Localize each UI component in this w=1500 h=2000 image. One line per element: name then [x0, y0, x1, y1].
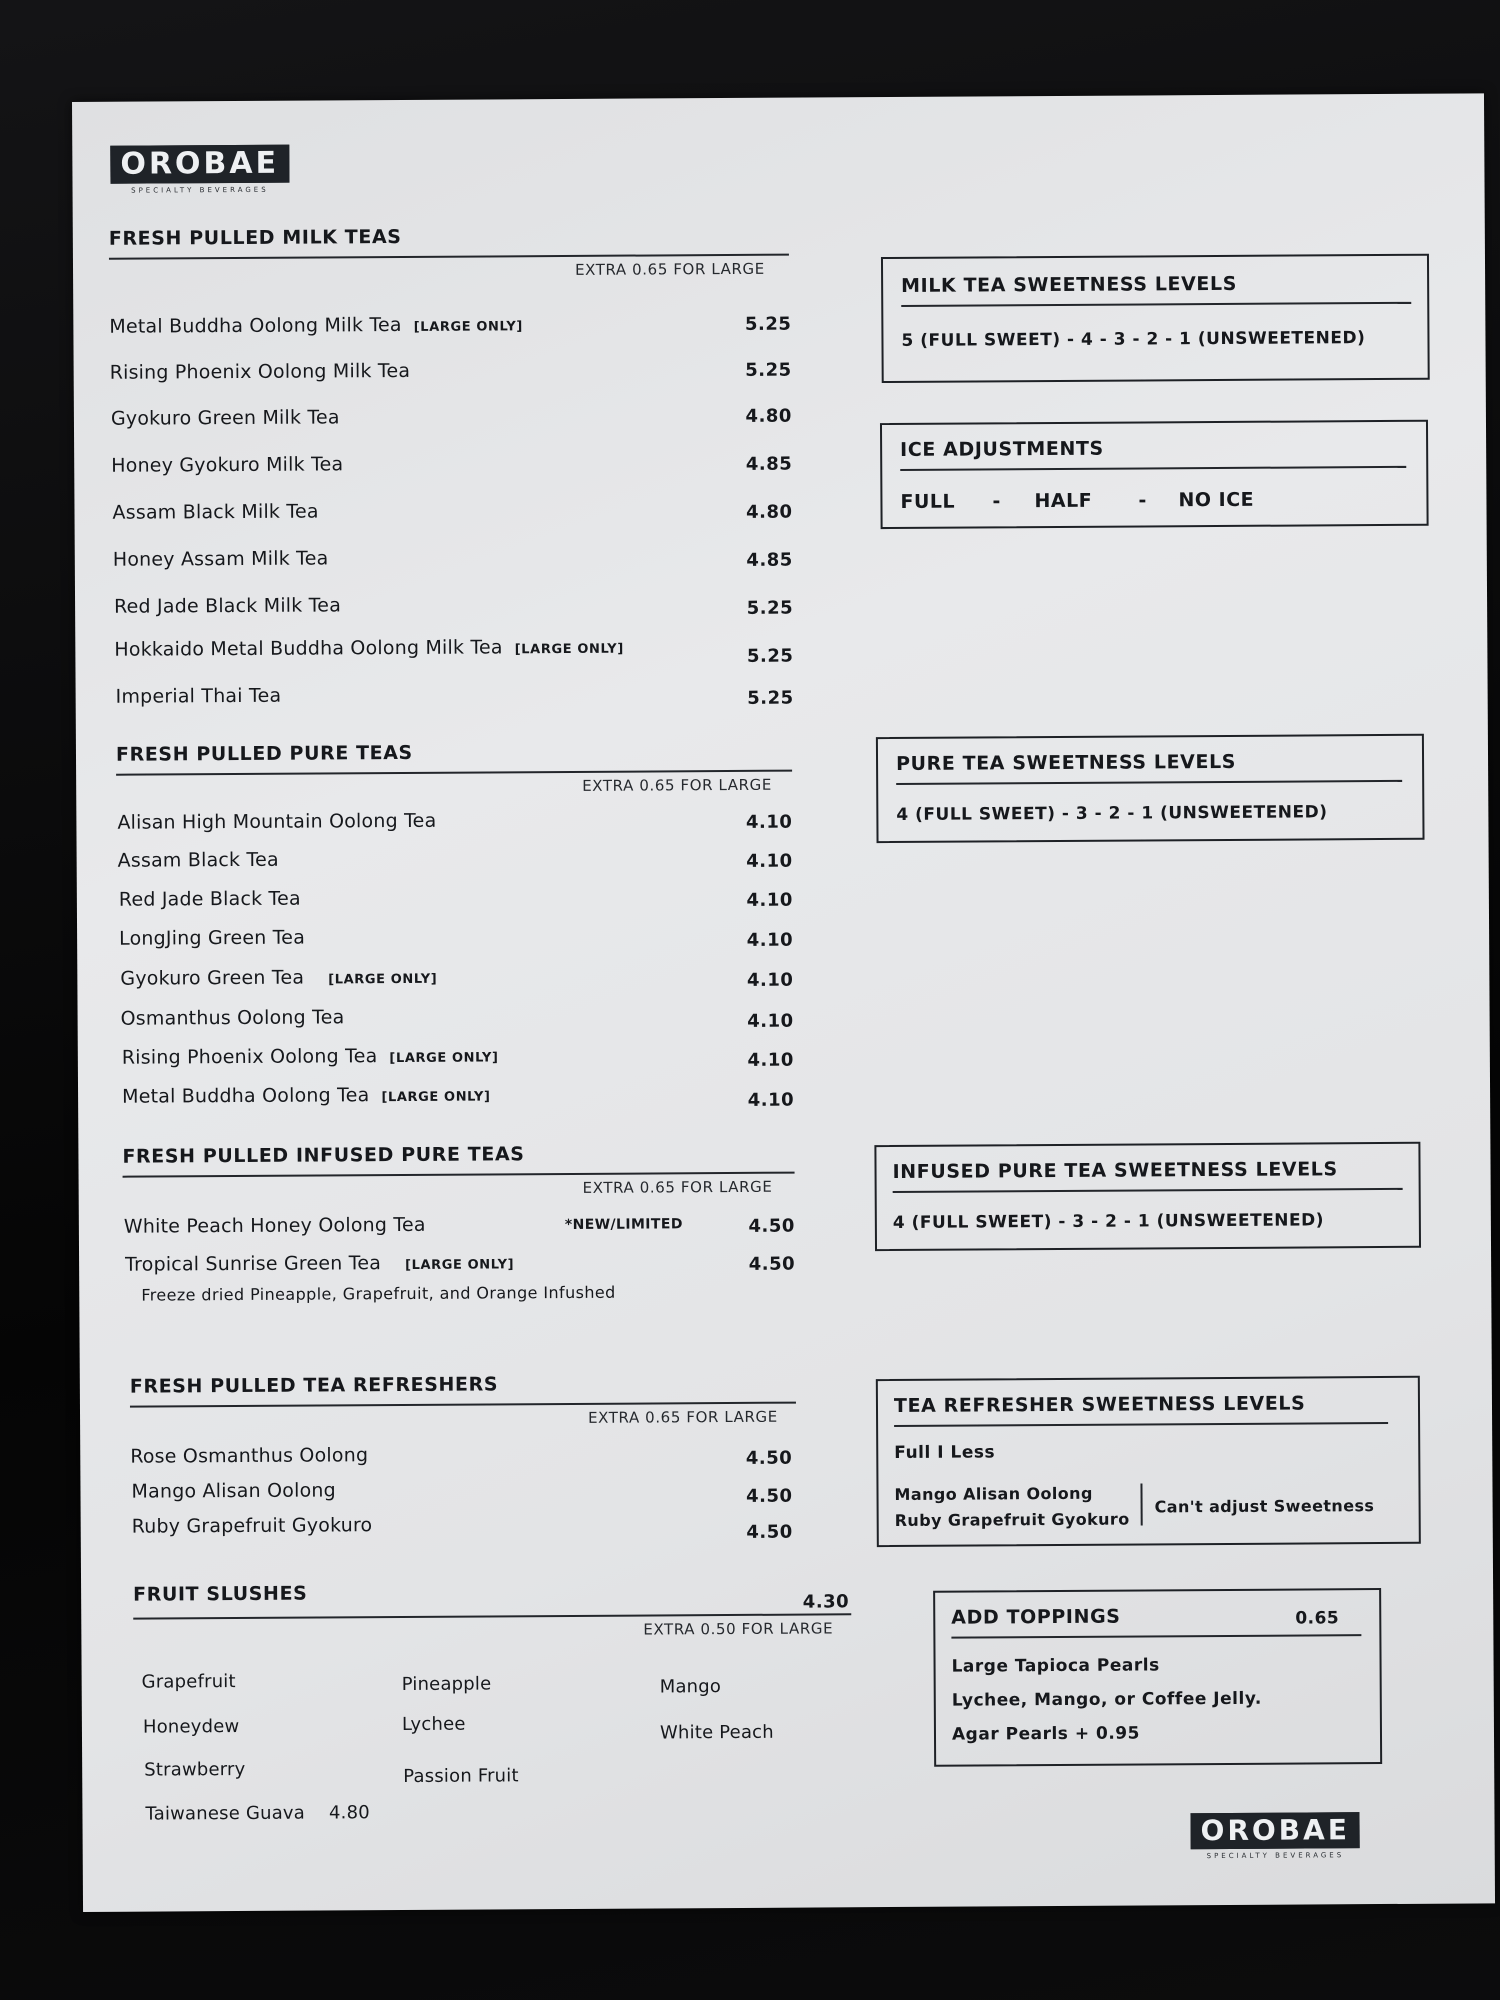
- infused-sweetness-levels: 4 (FULL SWEET) - 3 - 2 - 1 (UNSWEETENED): [892, 1210, 1325, 1234]
- topping-item: Agar Pearls + 0.95: [951, 1723, 1140, 1745]
- milk-tea-price: 5.25: [744, 313, 792, 335]
- pure-tea-price: 4.10: [746, 850, 793, 872]
- pure-tea-item: Metal Buddha Oolong Tea [LARGE ONLY]: [122, 1084, 491, 1108]
- slush-item: Passion Fruit: [403, 1765, 519, 1788]
- milk-tea-price: 4.80: [745, 405, 792, 427]
- pure-tea-item: Gyokuro Green Tea [LARGE ONLY]: [120, 966, 438, 990]
- infused-tea-item: Tropical Sunrise Green Tea [LARGE ONLY]: [125, 1252, 515, 1276]
- pure-tea-price: 4.10: [746, 969, 794, 991]
- ice-sep: -: [1138, 489, 1147, 512]
- brand-name: OROBAE: [110, 145, 289, 184]
- refreshers-title: FRESH PULLED TEA REFRESHERS: [129, 1373, 499, 1398]
- milk-tea-price: 4.80: [746, 501, 793, 523]
- pure-tea-price: 4.10: [746, 929, 794, 951]
- brand-logo-top: [110, 145, 289, 195]
- milk-tea-item: Honey Gyokuro Milk Tea: [111, 453, 344, 477]
- milk-sweetness-levels: 5 (FULL SWEET) - 4 - 3 - 2 - 1 (UNSWEETENED): [901, 328, 1366, 351]
- toppings-price: 0.65: [1295, 1608, 1340, 1629]
- infused-teas-title: FRESH PULLED INFUSED PURE TEAS: [122, 1143, 525, 1168]
- milk-tea-price: 5.25: [747, 687, 794, 709]
- milk-tea-item: Metal Buddha Oolong Milk Tea [LARGE ONLY]: [109, 313, 523, 338]
- slush-item: Taiwanese Guava 4.80: [145, 1802, 370, 1825]
- brand-tagline: SPECIALTY BEVERAGES: [1206, 1851, 1345, 1861]
- refresher-cant-adjust: Can't adjust Sweetness: [1154, 1496, 1375, 1517]
- slush-item: Lychee: [401, 1713, 466, 1736]
- refresher-sweetness-box: [876, 1376, 1421, 1547]
- milk-sweetness-title: MILK TEA SWEETNESS LEVELS: [901, 272, 1238, 297]
- infused-tea-price: 4.50: [748, 1215, 795, 1237]
- milk-tea-item: Gyokuro Green Milk Tea: [110, 406, 340, 430]
- pure-tea-price: 4.10: [745, 811, 793, 833]
- brand-name: OROBAE: [1190, 1812, 1360, 1849]
- refresher-price: 4.50: [746, 1521, 793, 1543]
- pure-sweetness-levels: 4 (FULL SWEET) - 3 - 2 - 1 (UNSWEETENED): [896, 802, 1328, 825]
- toppings-rule: [951, 1634, 1361, 1639]
- refresher-price: 4.50: [746, 1485, 793, 1507]
- milk-tea-price: 4.85: [745, 453, 793, 475]
- pure-tea-price: 4.10: [747, 1049, 794, 1071]
- pure-tea-item: LongJing Green Tea: [119, 926, 306, 950]
- infused-teas-rule: [123, 1172, 795, 1178]
- infused-tea-description: Freeze dried Pineapple, Grapefruit, and Orange Infushed: [141, 1282, 616, 1305]
- brand-logo-bottom: [1190, 1812, 1360, 1860]
- milk-tea-item: Hokkaido Metal Buddha Oolong Milk Tea [LARGE ONLY]: [114, 636, 624, 661]
- ice-title: ICE ADJUSTMENTS: [900, 437, 1104, 461]
- ice-none: NO ICE: [1178, 488, 1255, 512]
- milk-teas-extra: EXTRA 0.65 FOR LARGE: [574, 259, 765, 279]
- refresher-item: Mango Alisan Oolong: [131, 1479, 336, 1503]
- milk-tea-price: 5.25: [745, 359, 792, 381]
- infused-tea-price: 4.50: [748, 1253, 796, 1275]
- brand-tagline: SPECIALTY BEVERAGES: [131, 185, 269, 195]
- milk-teas-title: FRESH PULLED MILK TEAS: [108, 225, 402, 250]
- milk-teas-rule: [109, 254, 789, 260]
- refresher-price: 4.50: [745, 1447, 793, 1469]
- milk-tea-price: 5.25: [746, 645, 794, 667]
- pure-teas-rule: [116, 770, 792, 776]
- milk-tea-item: Imperial Thai Tea: [115, 684, 282, 708]
- pure-tea-item: Rising Phoenix Oolong Tea [LARGE ONLY]: [121, 1045, 499, 1069]
- topping-item: Large Tapioca Pearls: [951, 1655, 1160, 1677]
- pure-tea-item: Red Jade Black Tea: [118, 887, 301, 911]
- slushes-rule: [133, 1613, 851, 1619]
- slushes-title: FRUIT SLUSHES: [133, 1582, 308, 1606]
- ice-half: HALF: [1034, 489, 1093, 513]
- milk-tea-item: Red Jade Black Milk Tea: [114, 594, 342, 618]
- slush-item: Mango: [659, 1676, 722, 1698]
- refresher-sweetness-title: TEA REFRESHER SWEETNESS LEVELS: [893, 1392, 1306, 1418]
- slush-item: Strawberry: [144, 1758, 246, 1781]
- milk-sweetness-rule: [901, 302, 1411, 307]
- toppings-box: [933, 1588, 1382, 1767]
- ice-box: [880, 420, 1429, 529]
- pure-tea-item: Alisan High Mountain Oolong Tea: [117, 809, 437, 834]
- milk-tea-price: 4.85: [746, 549, 793, 571]
- slush-item: White Peach: [659, 1721, 774, 1744]
- refresher-item: Ruby Grapefruit Gyokuro: [131, 1514, 373, 1538]
- pure-tea-price: 4.10: [747, 1010, 794, 1032]
- infused-teas-extra: EXTRA 0.65 FOR LARGE: [582, 1177, 773, 1197]
- milk-tea-item: Rising Phoenix Oolong Milk Tea: [109, 359, 411, 384]
- infused-tea-note: *NEW/LIMITED: [564, 1216, 683, 1234]
- slushes-price: 4.30: [802, 1591, 850, 1613]
- refresher-divider: [1140, 1483, 1142, 1525]
- pure-tea-item: Osmanthus Oolong Tea: [120, 1006, 345, 1030]
- pure-tea-price: 4.10: [747, 1089, 795, 1111]
- pure-tea-item: Assam Black Tea: [117, 848, 279, 872]
- ice-sep: -: [992, 490, 1001, 513]
- refreshers-rule: [130, 1402, 796, 1408]
- pure-sweetness-box: [876, 734, 1425, 843]
- toppings-title: ADD TOPPINGS: [951, 1605, 1121, 1629]
- milk-tea-price: 5.25: [746, 597, 794, 619]
- menu-sheet: [72, 93, 1495, 1912]
- infused-sweetness-box: [874, 1142, 1421, 1251]
- refresher-fixed-item: Ruby Grapefruit Gyokuro: [894, 1509, 1130, 1531]
- refresher-item: Rose Osmanthus Oolong: [130, 1444, 369, 1468]
- pure-teas-extra: EXTRA 0.65 FOR LARGE: [582, 775, 773, 795]
- ice-full: FULL: [900, 490, 956, 513]
- pure-sweetness-rule: [896, 780, 1402, 785]
- refresher-fixed-item: Mango Alisan Oolong: [894, 1483, 1093, 1505]
- refresher-sweetness-rule: [894, 1422, 1388, 1427]
- slush-item: Honeydew: [142, 1716, 240, 1738]
- refresher-full-less: Full I Less: [894, 1442, 996, 1464]
- infused-tea-item: White Peach Honey Oolong Tea: [123, 1213, 426, 1238]
- pure-tea-price: 4.10: [746, 889, 793, 911]
- milk-sweetness-box: [881, 254, 1430, 383]
- infused-sweetness-rule: [893, 1188, 1403, 1193]
- slushes-extra: EXTRA 0.50 FOR LARGE: [643, 1619, 834, 1639]
- pure-sweetness-title: PURE TEA SWEETNESS LEVELS: [895, 750, 1237, 775]
- ice-rule: [900, 466, 1406, 471]
- pure-teas-title: FRESH PULLED PURE TEAS: [115, 741, 413, 766]
- slush-item: Pineapple: [401, 1673, 492, 1696]
- infused-sweetness-title: INFUSED PURE TEA SWEETNESS LEVELS: [892, 1158, 1338, 1184]
- topping-item: Lychee, Mango, or Coffee Jelly.: [951, 1688, 1262, 1711]
- slush-item: Grapefruit: [141, 1671, 236, 1693]
- refreshers-extra: EXTRA 0.65 FOR LARGE: [587, 1407, 778, 1427]
- milk-tea-item: Honey Assam Milk Tea: [112, 547, 329, 571]
- milk-tea-item: Assam Black Milk Tea: [112, 500, 319, 524]
